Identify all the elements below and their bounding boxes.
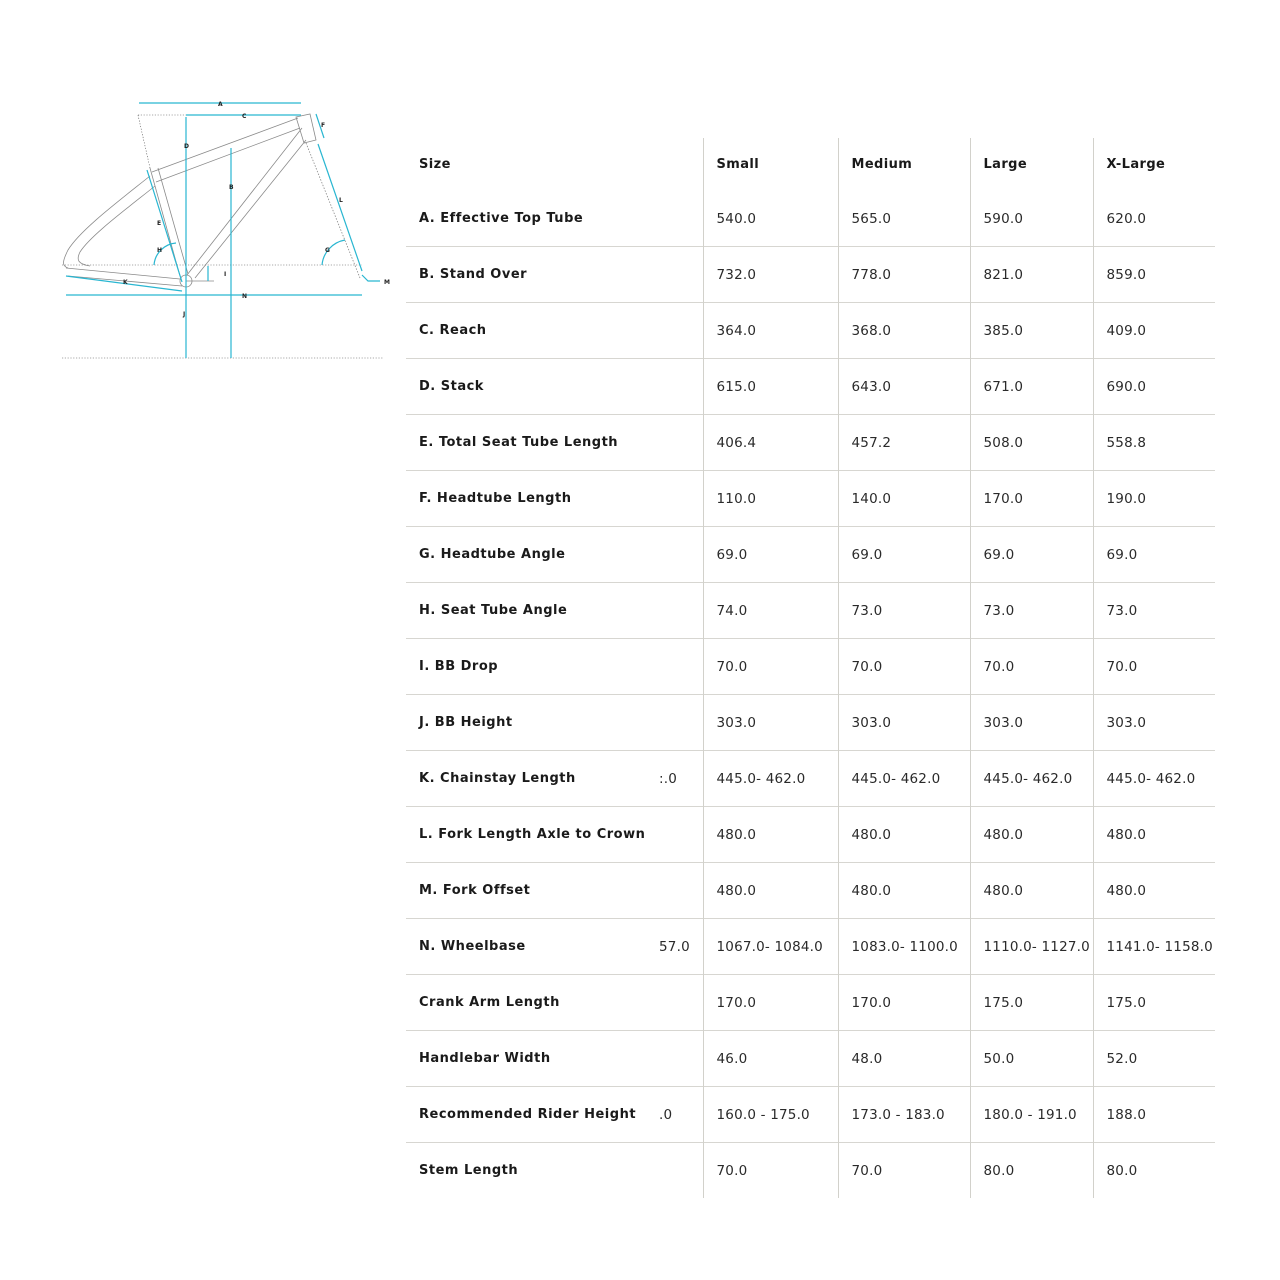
row-label: I. BB Drop — [419, 659, 499, 674]
row-label: G. Headtube Angle — [419, 547, 566, 562]
value-cell-large: 170.0 — [970, 471, 1093, 527]
row-label: E. Total Seat Tube Length — [419, 435, 619, 450]
value-cell-small: 406.4 — [703, 415, 838, 471]
header-medium: Medium — [838, 138, 970, 191]
header-x-large: X-Large — [1093, 138, 1215, 191]
value-cell-large: 480.0 — [970, 863, 1093, 919]
row-label: C. Reach — [419, 323, 487, 338]
table-row — [406, 975, 1215, 1031]
row-label: J. BB Height — [419, 715, 513, 730]
value-cell-small: 46.0 — [703, 1031, 838, 1087]
table-header-row — [406, 138, 1215, 191]
value-cell-small: 170.0 — [703, 975, 838, 1031]
value-cell-large: 175.0 — [970, 975, 1093, 1031]
top-tube — [152, 118, 300, 182]
label-a: A — [218, 101, 223, 108]
label-g: G — [325, 247, 330, 254]
table-row — [406, 359, 1215, 415]
value-cell-medium: 170.0 — [838, 975, 970, 1031]
value-cell-x-large: 445.0- 462.0 — [1093, 751, 1215, 807]
value-cell-small: 160.0 - 175.0 — [703, 1087, 838, 1143]
value-cell-large: 480.0 — [970, 807, 1093, 863]
row-label: L. Fork Length Axle to Crown — [419, 827, 646, 842]
row-label: F. Headtube Length — [419, 491, 572, 506]
value-cell-x-large: 303.0 — [1093, 695, 1215, 751]
value-cell-large: 73.0 — [970, 583, 1093, 639]
value-cell-small: 364.0 — [703, 303, 838, 359]
row-label: Stem Length — [419, 1163, 519, 1178]
value-cell-medium: 303.0 — [838, 695, 970, 751]
seat-stay — [64, 176, 156, 268]
value-cell-large: 445.0- 462.0 — [970, 751, 1093, 807]
down-tube — [187, 128, 306, 278]
table-row — [406, 863, 1215, 919]
value-cell-medium: 445.0- 462.0 — [838, 751, 970, 807]
value-cell-x-large: 558.8 — [1093, 415, 1215, 471]
value-cell-x-large: 409.0 — [1093, 303, 1215, 359]
geometry-table — [406, 138, 1215, 1198]
header-size: Size — [419, 157, 451, 172]
label-n: N — [242, 293, 248, 300]
value-cell-small: 445.0- 462.0 — [703, 751, 838, 807]
value-cell-medium: 173.0 - 183.0 — [838, 1087, 970, 1143]
value-cell-medium: 70.0 — [838, 639, 970, 695]
header-large: Large — [970, 138, 1093, 191]
value-cell-x-large: 1141.0- 1158.0 — [1093, 919, 1215, 975]
value-cell-large: 385.0 — [970, 303, 1093, 359]
label-b: B — [229, 184, 234, 191]
value-cell-x-large: 480.0 — [1093, 863, 1215, 919]
row-label-cell — [406, 527, 703, 583]
row-label: H. Seat Tube Angle — [419, 603, 568, 618]
table-row — [406, 1031, 1215, 1087]
table-body — [406, 191, 1215, 1198]
label-f: F — [321, 122, 326, 129]
value-cell-large: 180.0 - 191.0 — [970, 1087, 1093, 1143]
value-cell-small: 110.0 — [703, 471, 838, 527]
row-label: Handlebar Width — [419, 1051, 551, 1066]
row-label-cell — [406, 1031, 703, 1087]
value-cell-x-large: 690.0 — [1093, 359, 1215, 415]
table-row — [406, 1143, 1215, 1199]
row-label-cell — [406, 919, 703, 975]
value-cell-large: 821.0 — [970, 247, 1093, 303]
overflow-value-fragment: 57.0 — [659, 938, 690, 955]
table-row — [406, 751, 1215, 807]
value-cell-medium: 565.0 — [838, 191, 970, 247]
value-cell-small: 615.0 — [703, 359, 838, 415]
value-cell-medium: 480.0 — [838, 807, 970, 863]
value-cell-small: 540.0 — [703, 191, 838, 247]
value-cell-small: 1067.0- 1084.0 — [703, 919, 838, 975]
header-small: Small — [703, 138, 838, 191]
value-cell-large: 508.0 — [970, 415, 1093, 471]
dimension-lines — [66, 103, 380, 358]
value-cell-medium: 368.0 — [838, 303, 970, 359]
value-cell-x-large: 70.0 — [1093, 639, 1215, 695]
seat-tube — [150, 168, 188, 276]
label-j: J — [183, 311, 186, 318]
table-row — [406, 807, 1215, 863]
fork — [306, 143, 360, 278]
value-cell-medium: 643.0 — [838, 359, 970, 415]
label-c: C — [242, 113, 247, 120]
label-k: K — [123, 279, 128, 286]
row-label: N. Wheelbase — [419, 939, 526, 954]
value-cell-medium: 48.0 — [838, 1031, 970, 1087]
value-cell-small: 74.0 — [703, 583, 838, 639]
table-row — [406, 191, 1215, 247]
value-cell-x-large: 52.0 — [1093, 1031, 1215, 1087]
value-cell-x-large: 188.0 — [1093, 1087, 1215, 1143]
reference-lines — [62, 115, 384, 358]
value-cell-large: 70.0 — [970, 639, 1093, 695]
row-label-cell — [406, 1143, 703, 1199]
row-label-cell — [406, 639, 703, 695]
table-row — [406, 247, 1215, 303]
value-cell-large: 303.0 — [970, 695, 1093, 751]
value-cell-medium: 69.0 — [838, 527, 970, 583]
value-cell-large: 80.0 — [970, 1143, 1093, 1199]
value-cell-x-large: 620.0 — [1093, 191, 1215, 247]
value-cell-medium: 70.0 — [838, 1143, 970, 1199]
table-row — [406, 639, 1215, 695]
row-label-cell — [406, 471, 703, 527]
value-cell-large: 1110.0- 1127.0 — [970, 919, 1093, 975]
table-row — [406, 471, 1215, 527]
value-cell-x-large: 859.0 — [1093, 247, 1215, 303]
value-cell-small: 732.0 — [703, 247, 838, 303]
value-cell-large: 50.0 — [970, 1031, 1093, 1087]
value-cell-small: 480.0 — [703, 863, 838, 919]
table-row — [406, 1087, 1215, 1143]
value-cell-small: 70.0 — [703, 1143, 838, 1199]
row-label: Crank Arm Length — [419, 995, 560, 1010]
row-label-cell — [406, 303, 703, 359]
overflow-value-fragment: .0 — [659, 1106, 673, 1123]
row-label-cell — [406, 751, 703, 807]
row-label-cell — [406, 807, 703, 863]
value-cell-x-large: 480.0 — [1093, 807, 1215, 863]
value-cell-x-large: 73.0 — [1093, 583, 1215, 639]
row-label: A. Effective Top Tube — [419, 211, 584, 226]
row-label-cell — [406, 359, 703, 415]
row-label: B. Stand Over — [419, 267, 528, 282]
table-row — [406, 919, 1215, 975]
row-label-cell — [406, 695, 703, 751]
row-label-cell — [406, 1087, 703, 1143]
overflow-value-fragment: :.0 — [659, 770, 678, 787]
value-cell-large: 69.0 — [970, 527, 1093, 583]
value-cell-medium: 140.0 — [838, 471, 970, 527]
value-cell-x-large: 175.0 — [1093, 975, 1215, 1031]
value-cell-small: 69.0 — [703, 527, 838, 583]
label-h: H — [157, 247, 163, 254]
table-row — [406, 695, 1215, 751]
row-label-cell — [406, 415, 703, 471]
row-label: D. Stack — [419, 379, 484, 394]
row-label-cell — [406, 975, 703, 1031]
row-label: M. Fork Offset — [419, 883, 531, 898]
row-label-cell — [406, 247, 703, 303]
value-cell-medium: 1083.0- 1100.0 — [838, 919, 970, 975]
value-cell-medium: 457.2 — [838, 415, 970, 471]
label-l: L — [339, 197, 343, 204]
value-cell-medium: 73.0 — [838, 583, 970, 639]
label-e: E — [157, 220, 162, 227]
label-m: M — [384, 279, 390, 286]
dim-m — [362, 275, 380, 281]
value-cell-large: 671.0 — [970, 359, 1093, 415]
value-cell-medium: 480.0 — [838, 863, 970, 919]
row-label: K. Chainstay Length — [419, 771, 576, 786]
value-cell-small: 480.0 — [703, 807, 838, 863]
value-cell-small: 70.0 — [703, 639, 838, 695]
table-row — [406, 583, 1215, 639]
value-cell-small: 303.0 — [703, 695, 838, 751]
table-row — [406, 415, 1215, 471]
frame-geometry-diagram — [55, 95, 395, 370]
label-i: I — [224, 271, 227, 278]
bike-frame — [64, 114, 361, 287]
label-d: D — [184, 143, 189, 150]
value-cell-x-large: 69.0 — [1093, 527, 1215, 583]
value-cell-x-large: 190.0 — [1093, 471, 1215, 527]
value-cell-x-large: 80.0 — [1093, 1143, 1215, 1199]
value-cell-medium: 778.0 — [838, 247, 970, 303]
table-row — [406, 527, 1215, 583]
row-label-cell — [406, 191, 703, 247]
row-label: Recommended Rider Height — [419, 1107, 637, 1122]
row-label-cell — [406, 863, 703, 919]
row-label-cell — [406, 583, 703, 639]
table-row — [406, 303, 1215, 359]
value-cell-large: 590.0 — [970, 191, 1093, 247]
